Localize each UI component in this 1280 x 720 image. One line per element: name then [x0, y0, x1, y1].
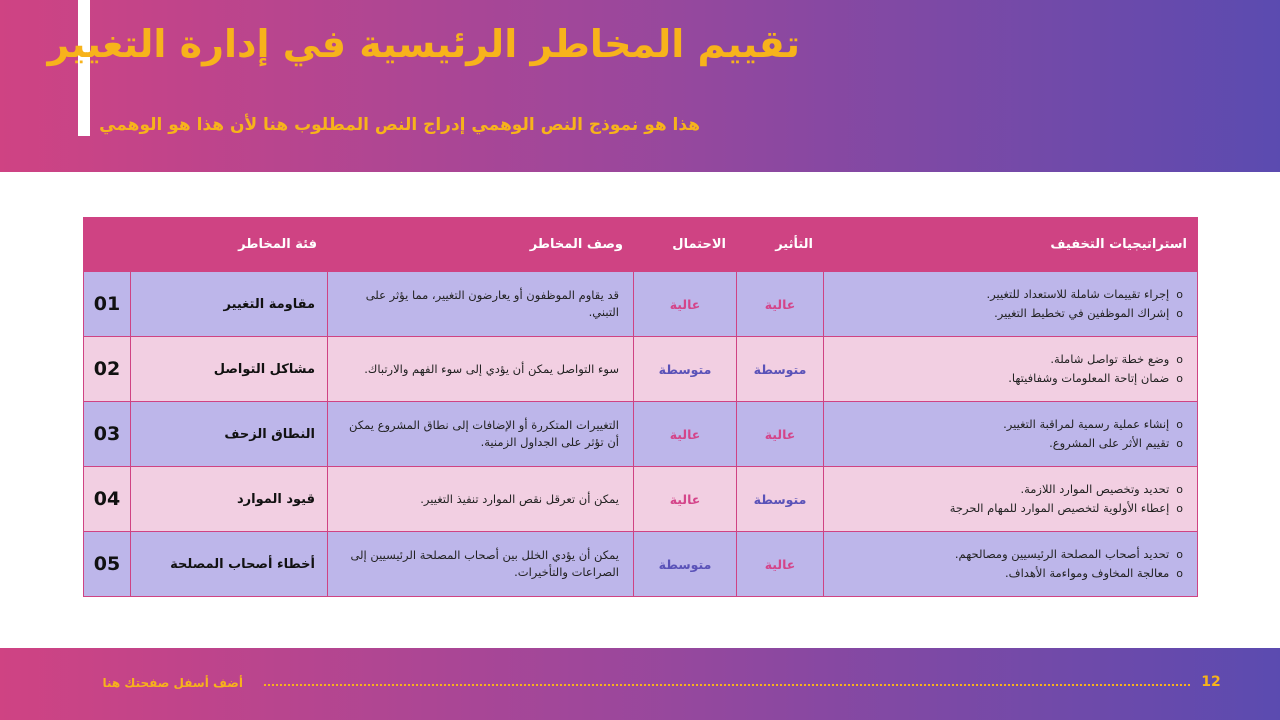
mitigation-item: o إجراء تقييمات شاملة للاستعداد للتغيير.: [832, 285, 1183, 304]
row-category: قيود الموارد: [131, 467, 328, 532]
row-number: 05: [84, 532, 131, 597]
table-row: [84, 467, 1198, 532]
table-header-row: [84, 218, 1198, 272]
mitigation-item: o إعطاء الأولوية لتخصيص الموارد للمهام الحرجة: [832, 499, 1183, 518]
mitigation-item: o إنشاء عملية رسمية لمراقبة التغيير.: [832, 415, 1183, 434]
row-mitigation: [824, 402, 1198, 467]
mitigation-item: o تحديد أصحاب المصلحة الرئيسيين ومصالحهم.: [832, 545, 1183, 564]
risk-table: [83, 217, 1198, 597]
header-description: وصف المخاطر: [328, 218, 634, 272]
row-description: قد يقاوم الموظفون أو يعارضون التغيير، مما يؤثر على التبني.: [328, 272, 634, 337]
mitigation-item: o تقييم الأثر على المشروع.: [832, 434, 1183, 453]
row-number: 02: [84, 337, 131, 402]
row-mitigation: [824, 467, 1198, 532]
header-number: [84, 218, 131, 272]
page-subtitle: هذا هو نموذج النص الوهمي إدراج النص المطلوب هنا لأن هذا هو الوهمي: [99, 115, 700, 135]
row-impact: عالية: [737, 402, 824, 467]
table-row: [84, 532, 1198, 597]
page-title: تقييم المخاطر الرئيسية في إدارة التغيير: [47, 22, 800, 66]
row-probability: عالية: [634, 467, 737, 532]
row-description: يمكن أن يؤدي الخلل بين أصحاب المصلحة الرئيسيين إلى الصراعات والتأخيرات.: [328, 532, 634, 597]
row-mitigation: [824, 337, 1198, 402]
footer-divider: [264, 684, 1190, 686]
page-number: 12: [1201, 674, 1221, 690]
row-impact: متوسطة: [737, 337, 824, 402]
row-category: النطاق الزحف: [131, 402, 328, 467]
row-probability: عالية: [634, 272, 737, 337]
row-description: سوء التواصل يمكن أن يؤدي إلى سوء الفهم والارتباك.: [328, 337, 634, 402]
row-number: 01: [84, 272, 131, 337]
row-probability: متوسطة: [634, 532, 737, 597]
mitigation-item: o معالجة المخاوف ومواءمة الأهداف.: [832, 564, 1183, 583]
row-category: مقاومة التغيير: [131, 272, 328, 337]
header-mitigation: استراتيجيات التخفيف: [824, 218, 1198, 272]
header-impact: التأثير: [737, 218, 824, 272]
header-probability: الاحتمال: [634, 218, 737, 272]
mitigation-item: o ضمان إتاحة المعلومات وشفافيتها.: [832, 369, 1183, 388]
mitigation-item: o تحديد وتخصيص الموارد اللازمة.: [832, 480, 1183, 499]
footer-text: أضف أسفل صفحتك هنا: [102, 676, 243, 690]
mitigation-item: o إشراك الموظفين في تخطيط التغيير.: [832, 304, 1183, 323]
table-row: [84, 337, 1198, 402]
row-probability: متوسطة: [634, 337, 737, 402]
row-category: أخطاء أصحاب المصلحة: [131, 532, 328, 597]
mitigation-item: o وضع خطة تواصل شاملة.: [832, 350, 1183, 369]
row-impact: عالية: [737, 532, 824, 597]
table-row: [84, 272, 1198, 337]
row-mitigation: [824, 532, 1198, 597]
row-probability: عالية: [634, 402, 737, 467]
table-row: [84, 402, 1198, 467]
risk-table-container: [83, 217, 1197, 597]
row-description: يمكن أن تعرقل نقص الموارد تنفيذ التغيير.: [328, 467, 634, 532]
row-impact: متوسطة: [737, 467, 824, 532]
row-description: التغييرات المتكررة أو الإضافات إلى نطاق المشروع يمكن أن تؤثر على الجداول الزمنية.: [328, 402, 634, 467]
row-number: 04: [84, 467, 131, 532]
row-mitigation: [824, 272, 1198, 337]
row-number: 03: [84, 402, 131, 467]
row-impact: عالية: [737, 272, 824, 337]
header-category: فئة المخاطر: [131, 218, 328, 272]
row-category: مشاكل التواصل: [131, 337, 328, 402]
